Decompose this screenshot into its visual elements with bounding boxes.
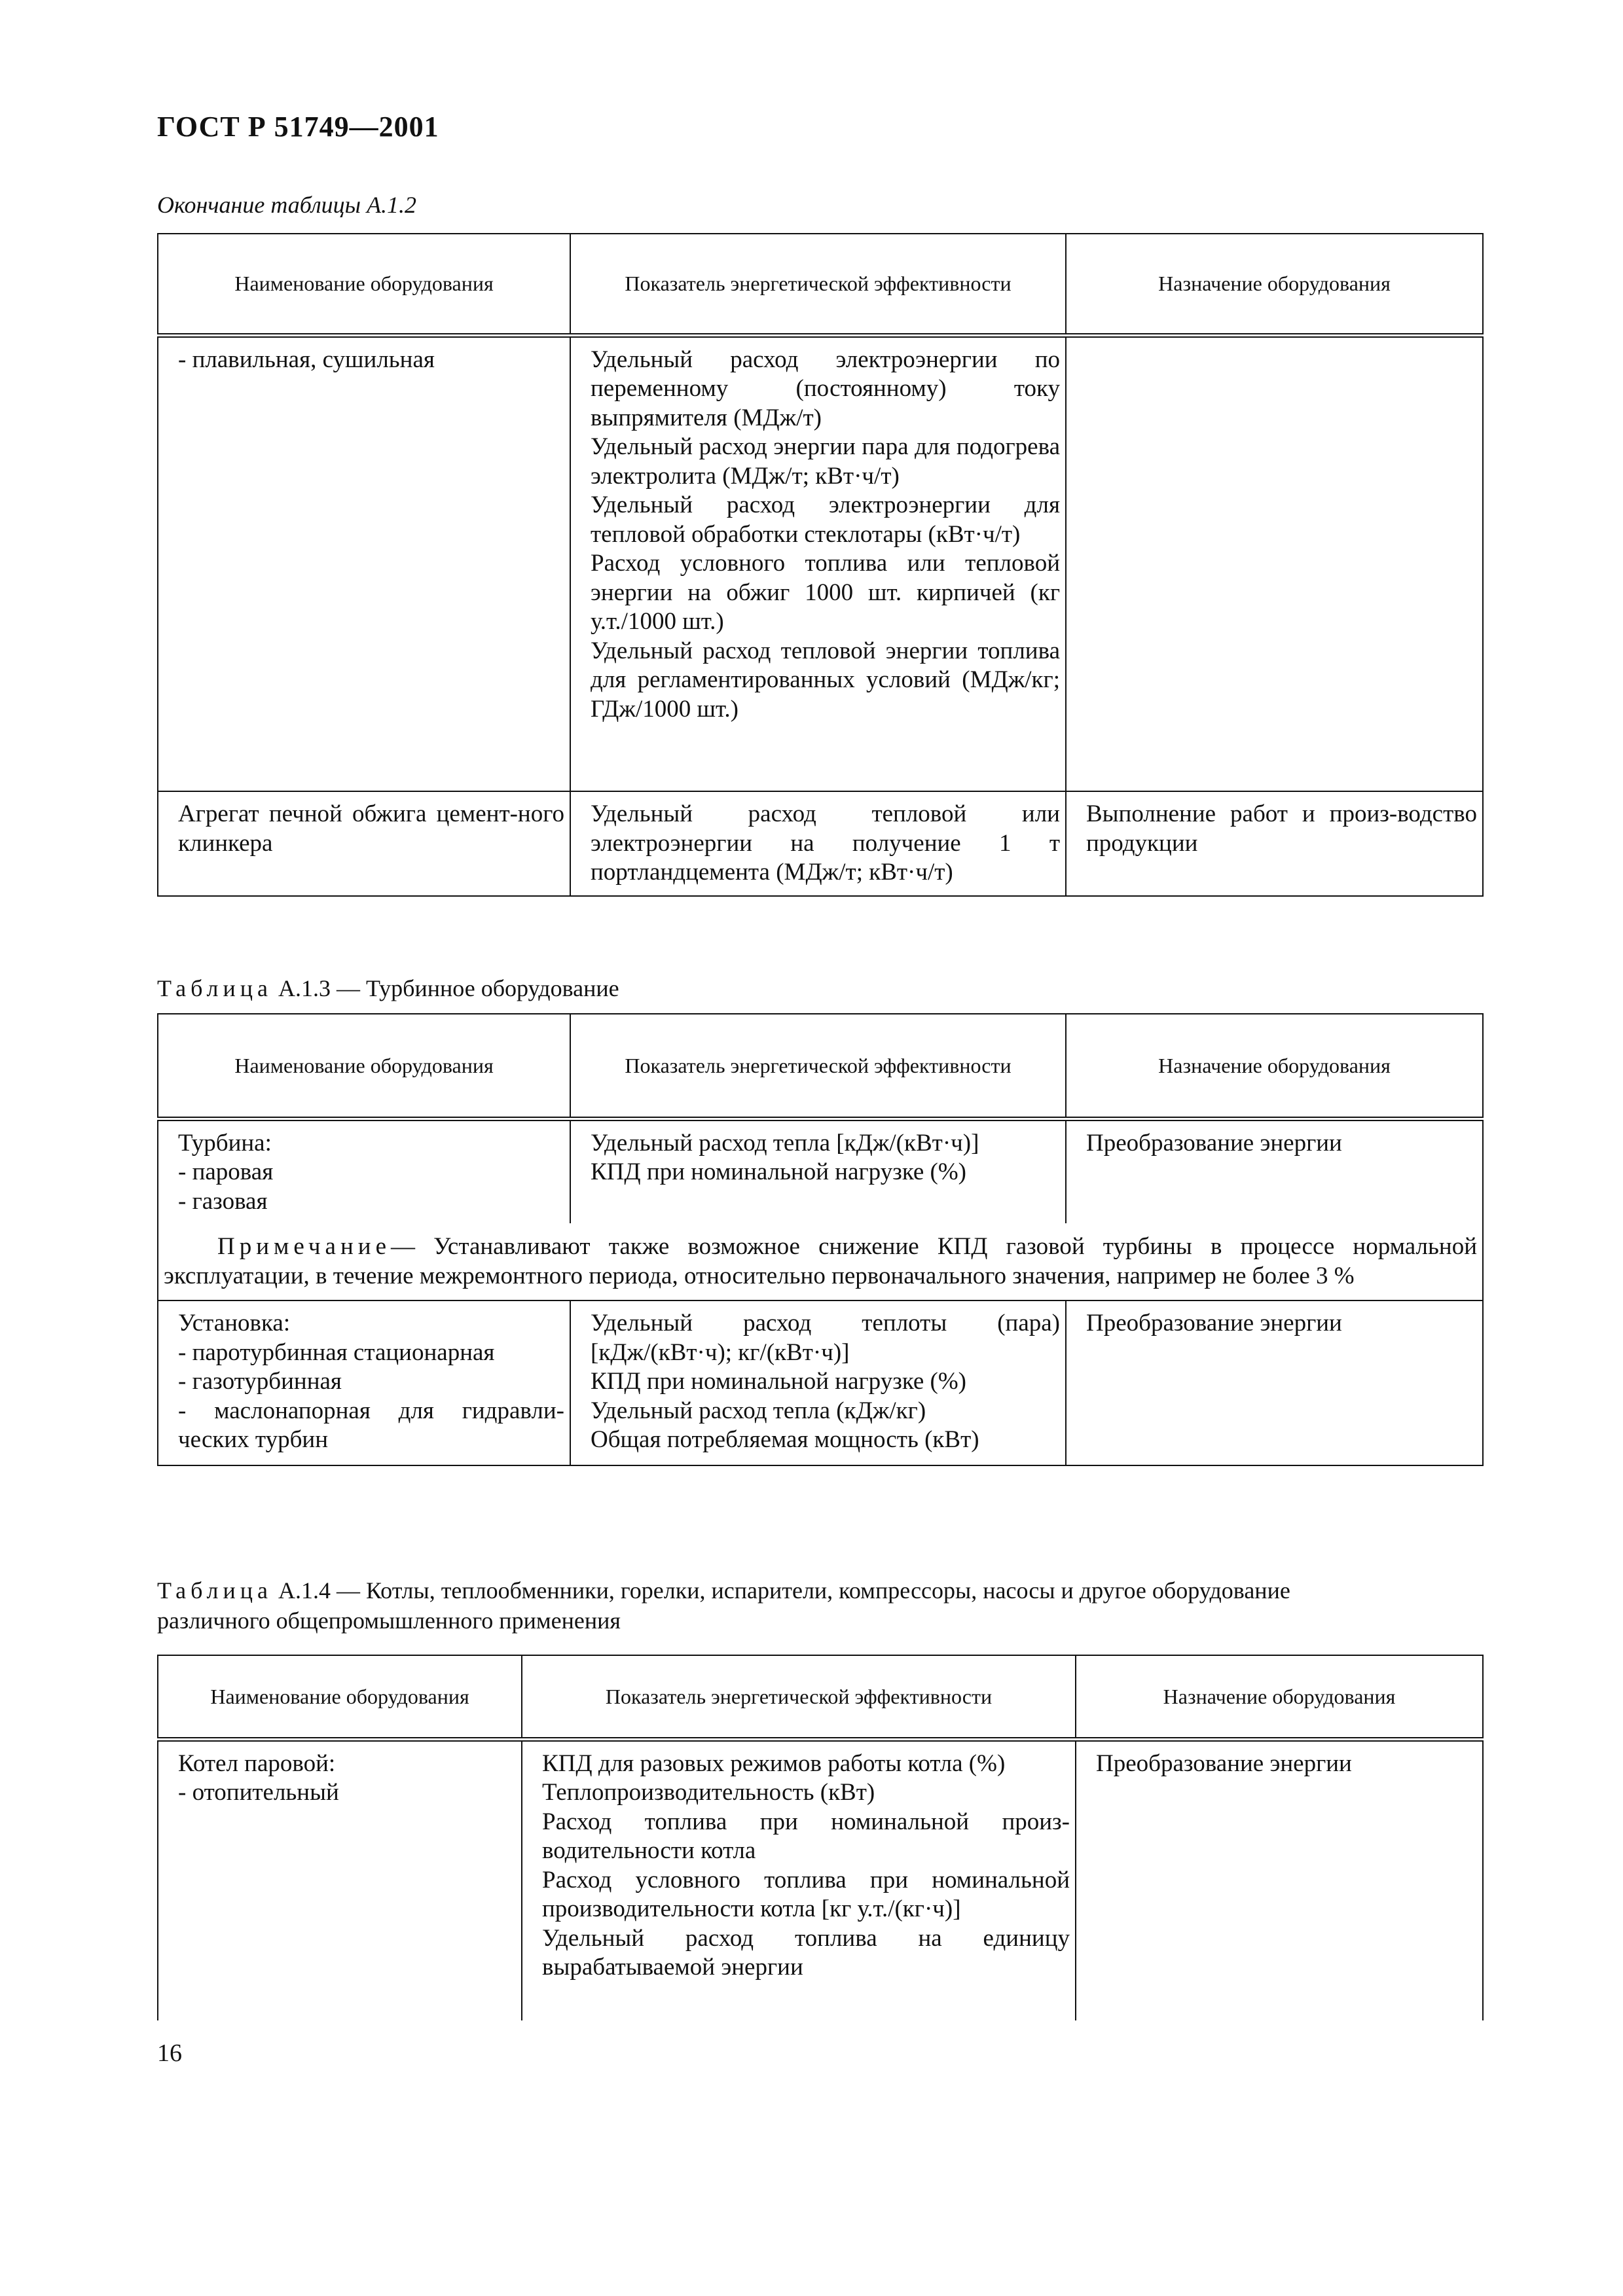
- equipment-subtype: - паровая: [178, 1158, 274, 1185]
- equipment-name: Турбина:: [178, 1129, 272, 1157]
- equipment-name: - плавильная, сушильная: [178, 346, 435, 373]
- purpose-text: Преобразование энергии: [1086, 1129, 1342, 1157]
- table-row: [158, 1119, 1483, 1223]
- table-cell-name: [158, 335, 570, 791]
- table-a14-header-purpose: Назначение оборудования: [1076, 1655, 1483, 1739]
- indicator-text: Расход условного топлива при номинальной производительности котла [кг у.т./(кг·ч)]: [542, 1866, 1070, 1922]
- table-cell-name: [158, 1739, 522, 2020]
- table-cell-indicator: [522, 1739, 1076, 2020]
- table-a14-header-name: Наименование оборудования: [158, 1655, 522, 1739]
- equipment-subtype: - паротурбинная стационарная: [178, 1338, 495, 1366]
- table-cell-name: [158, 1300, 570, 1465]
- indicator-text: Удельный расход тепловой энергии топлива для регламентированных условий (МДж/кг; ГДж/1000 шт.): [591, 637, 1060, 723]
- purpose-text: Преобразование энергии: [1096, 1749, 1352, 1777]
- indicator-text: Удельный расход электроэнергии для тепловой обработки стеклотары (кВт·ч/т): [591, 492, 1060, 548]
- indicator-text: КПД при номинальной нагрузке (%): [591, 1368, 967, 1395]
- table-a13-header-indicator: Показатель энергетической эффективности: [570, 1014, 1066, 1119]
- table-a13: [157, 1013, 1484, 1466]
- table-cell-purpose: [1066, 1119, 1483, 1223]
- document-header: ГОСТ Р 51749—2001: [157, 111, 439, 143]
- indicator-text: Теплопроизводительность (кВт): [542, 1779, 875, 1806]
- table-a12: [157, 233, 1484, 897]
- equipment-name: Котел паровой:: [178, 1749, 336, 1777]
- indicator-text: Удельный расход топлива на единицу вырабатываемой энергии: [542, 1924, 1070, 1981]
- indicator-text: Общая потребляемая мощность (кВт): [591, 1426, 979, 1453]
- table-cell-indicator: [570, 1119, 1066, 1223]
- table-a14-caption-text: А.1.4 — Котлы, теплообменники, горелки, испарители, компрессоры, насосы и другое оборудование различного общепромышленного применения: [157, 1577, 1290, 1634]
- indicator-text: Удельный расход тепловой или электроэнергии на получение 1 т портландцемента (МДж/т; кВт·ч/т): [591, 800, 1060, 886]
- table-cell-indicator: [570, 1300, 1066, 1465]
- table-row: [158, 1300, 1483, 1465]
- table-a13-header-purpose: Назначение оборудования: [1066, 1014, 1483, 1119]
- table-cell-purpose: [1066, 791, 1483, 896]
- table-cell-indicator: [570, 791, 1066, 896]
- table-a14-header-indicator: Показатель энергетической эффективности: [522, 1655, 1076, 1739]
- purpose-text: Преобразование энергии: [1086, 1310, 1342, 1336]
- table-cell-name: [158, 791, 570, 896]
- purpose-text: Выполнение работ и произ-водство продукции: [1086, 800, 1477, 857]
- table-row: [158, 335, 1483, 791]
- equipment-subtype: - газотурбинная: [178, 1368, 342, 1395]
- table-a13-caption-text: А.1.3 — Турбинное оборудование: [278, 975, 619, 1001]
- table-row: [158, 1739, 1483, 2020]
- note-label: Примечание: [217, 1233, 391, 1260]
- table-a12-header-name: Наименование оборудования: [158, 234, 570, 335]
- note-text: — Устанавливают также возможное снижение КПД газовой турбины в процессе нормальной эксплуатации, в течение межремонтного периода, относительно первоначального значения, например не более 3 %: [164, 1233, 1477, 1289]
- table-a12-header-indicator: Показатель энергетической эффективности: [570, 234, 1066, 335]
- table-note-row: [158, 1223, 1483, 1300]
- page-number: 16: [157, 2039, 182, 2067]
- table-a13-header-name: Наименование оборудования: [158, 1014, 570, 1119]
- table-a12-header-purpose: Назначение оборудования: [1066, 234, 1483, 335]
- table-a12-caption: Окончание таблицы А.1.2: [157, 192, 417, 218]
- table-cell-purpose: [1066, 1300, 1483, 1465]
- indicator-text: КПД при номинальной нагрузке (%): [591, 1158, 967, 1185]
- equipment-name: Агрегат печной обжига цемент-ного клинкера: [178, 800, 564, 857]
- indicator-text: Удельный расход энергии пара для подогрева электролита (МДж/т; кВт·ч/т): [591, 433, 1060, 490]
- indicator-text: Расход топлива при номинальной произ-водительности котла: [542, 1808, 1070, 1864]
- equipment-subtype: - отопительный: [178, 1779, 339, 1806]
- indicator-text: Расход условного топлива или тепловой энергии на обжиг 1000 шт. кирпичей (кг у.т./1000 шт.): [591, 550, 1060, 635]
- table-cell-purpose: [1066, 335, 1483, 791]
- table-a13-caption: [157, 973, 619, 1003]
- table-row: [158, 791, 1483, 896]
- table-a14-caption-label: Таблица: [157, 1577, 272, 1604]
- table-a13-caption-label: Таблица: [157, 975, 272, 1001]
- equipment-subtype: - маслонапорная для гидравли-ческих турбин: [178, 1397, 564, 1453]
- indicator-text: Удельный расход теплоты (пара) [кДж/(кВт·ч); кг/(кВт·ч)]: [591, 1310, 1060, 1366]
- table-a14-caption: [157, 1575, 1375, 1636]
- indicator-text: КПД для разовых режимов работы котла (%): [542, 1749, 1006, 1777]
- table-note: [158, 1223, 1483, 1300]
- equipment-name: Установка:: [178, 1310, 291, 1336]
- indicator-text: Удельный расход тепла (кДж/кг): [591, 1397, 926, 1424]
- equipment-subtype: - газовая: [178, 1187, 268, 1215]
- table-cell-name: [158, 1119, 570, 1223]
- indicator-text: Удельный расход тепла [кДж/(кВт·ч)]: [591, 1129, 979, 1157]
- table-cell-indicator: [570, 335, 1066, 791]
- table-cell-purpose: [1076, 1739, 1483, 2020]
- table-a14: [157, 1655, 1484, 2020]
- indicator-text: Удельный расход электроэнергии по переменному (постоянному) току выпрямителя (МДж/т): [591, 346, 1060, 431]
